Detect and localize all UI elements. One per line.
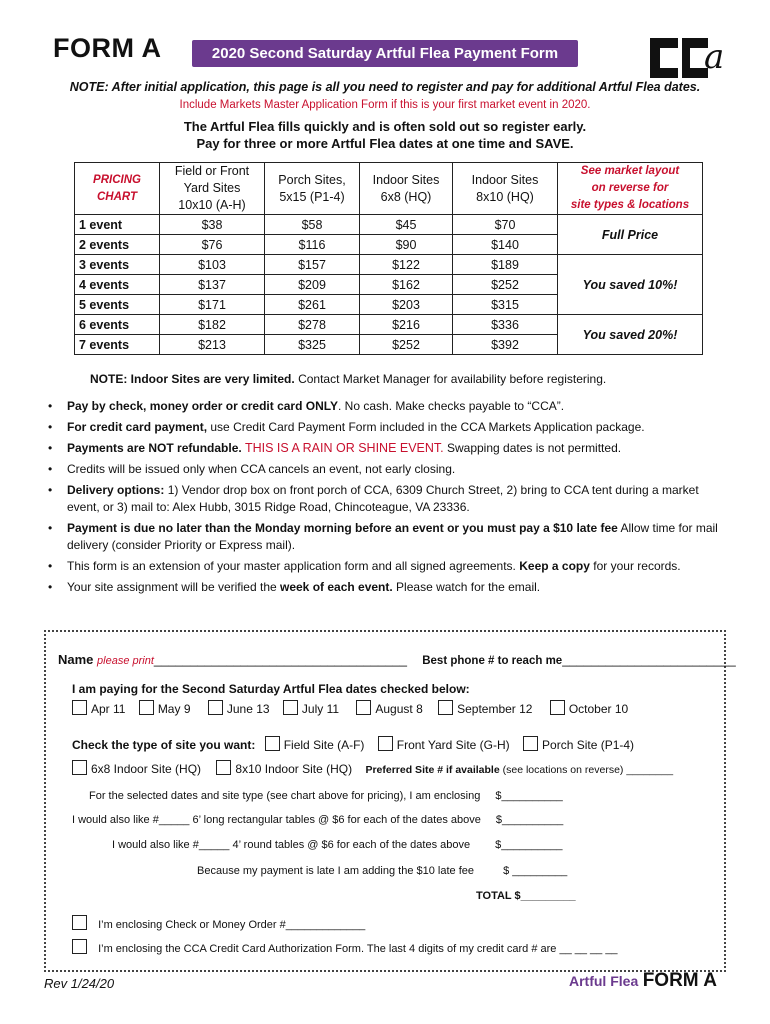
- round-tables-line: I would also like #_____ 4’ round tables @ $6 for each of the dates above $__________: [112, 839, 563, 851]
- checkbox-apr-11[interactable]: [72, 700, 87, 715]
- note-line-2: Pay for three or more Artful Flea dates at one time and SAVE.: [196, 136, 574, 151]
- checkbox-6x8-indoor[interactable]: [72, 760, 87, 775]
- note-line-1: The Artful Flea fills quickly and is often sold out so register early.: [183, 119, 587, 134]
- table-row: 2 events $76 $116 $90 $140: [75, 235, 703, 255]
- note-initial-application: NOTE: After initial application, this page is all you need to register and pay for additional Artful Flea dates.: [69, 80, 701, 94]
- pricing-chart: [74, 162, 703, 355]
- list-item: • Pay by check, money order or credit card ONLY. No cash. Make checks payable to “CCA”.: [48, 398, 728, 415]
- form-title-banner: 2020 Second Saturday Artful Flea Payment Form: [192, 40, 578, 67]
- enclosing-line: For the selected dates and site type (see chart above for pricing), I am enclosing $__________: [89, 790, 563, 802]
- check-option-row: I’m enclosing Check or Money Order #_____________: [72, 915, 365, 931]
- checkbox-september-12[interactable]: [438, 700, 453, 715]
- checkbox-field-site[interactable]: [265, 736, 280, 751]
- saved-10-note: You saved 10%!: [558, 255, 703, 315]
- table-row: 6 events $182 $278 $216 $336 You saved 20%!: [75, 315, 703, 335]
- checkbox-check-money-order[interactable]: [72, 915, 87, 930]
- checkbox-8x10-indoor[interactable]: [216, 760, 231, 775]
- form-label: FORM A: [53, 33, 162, 63]
- rect-tables-amount-field[interactable]: $__________: [495, 814, 564, 826]
- indoor-site-row: 6x8 Indoor Site (HQ) 8x10 Indoor Site (HQ) Preferred Site # if available (see locations on reverse) ________: [72, 760, 673, 776]
- revision-date: Rev 1/24/20: [44, 976, 115, 991]
- phone-field[interactable]: ________________________: [562, 652, 736, 667]
- table-row: 5 events $171 $261 $203 $315: [75, 295, 703, 315]
- site-type-row: Check the type of site you want: Field Site (A-F) Front Yard Site (G-H) Porch Site (P1-4): [72, 738, 635, 752]
- list-item: • For credit card payment, use Credit Card Payment Form included in the CCA Markets Application package.: [48, 419, 728, 436]
- list-item: • Delivery options: 1) Vendor drop box on front porch of CCA, 6309 Church Street, 2) bring to CCA tent during a market event, or 3) mail to: Alex Hubb, 3015 Ridge Road, Chincoteague, VA 23336.: [48, 482, 728, 516]
- footer-form-label: Artful Flea FORM A: [569, 970, 717, 991]
- col-porch: Porch Sites, 5x15 (P1-4): [265, 163, 360, 215]
- svg-text:a: a: [704, 37, 725, 77]
- checkbox-june-13[interactable]: [208, 700, 223, 715]
- round-tables-amount-field[interactable]: $__________: [495, 839, 563, 851]
- rect-tables-line: I would also like #_____ 6’ long rectangular tables @ $6 for each of the dates above $__________: [72, 814, 564, 826]
- enclosing-amount-field[interactable]: $__________: [495, 790, 563, 802]
- late-fee-line: Because my payment is late I am adding the $10 late fee $ _________: [197, 865, 568, 877]
- table-row: 7 events $213 $325 $252 $392: [75, 335, 703, 355]
- saved-20-note: You saved 20%!: [558, 315, 703, 355]
- see-layout-note: See market layout on reverse for site types & locations: [558, 163, 703, 215]
- list-item: • Your site assignment will be verified the week of each event. Please watch for the email.: [48, 579, 728, 596]
- list-item: • Payments are NOT refundable. THIS IS A RAIN OR SHINE EVENT. Swapping dates is not permitted.: [48, 440, 728, 457]
- col-field-front: Field or Front Yard Sites 10x10 (A-H): [160, 163, 265, 215]
- full-price-note: Full Price: [558, 215, 703, 255]
- col-indoor-6x8: Indoor Sites 6x8 (HQ): [360, 163, 453, 215]
- col-indoor-8x10: Indoor Sites 8x10 (HQ): [453, 163, 558, 215]
- list-item: • This form is an extension of your master application form and all signed agreements. Keep a copy for your records.: [48, 558, 728, 575]
- preferred-site-field[interactable]: (see locations on reverse) ________: [499, 764, 674, 776]
- note-master-form: Include Markets Master Application Form if this is your first market event in 2020.: [179, 99, 591, 111]
- checkbox-may-9[interactable]: [139, 700, 154, 715]
- table-row: 1 event $38 $58 $45 $70 Full Price: [75, 215, 703, 235]
- name-row: Name please print___________________________________ Best phone # to reach me________________________: [58, 652, 736, 667]
- dates-row: Apr 11 May 9 June 13 July 11 August 8 September 12 October 10: [72, 700, 628, 716]
- checkbox-credit-card[interactable]: [72, 939, 87, 954]
- checkbox-porch-site[interactable]: [523, 736, 538, 751]
- dates-heading: I am paying for the Second Saturday Artful Flea dates checked below:: [72, 682, 470, 696]
- total-field[interactable]: TOTAL $_________: [476, 890, 576, 902]
- late-fee-amount-field[interactable]: $ _________: [503, 865, 568, 877]
- checkbox-october-10[interactable]: [550, 700, 565, 715]
- checkbox-august-8[interactable]: [356, 700, 371, 715]
- indoor-sites-note: NOTE: Indoor Sites are very limited. Contact Market Manager for availability before registering.: [90, 372, 607, 386]
- cc-option-row: I’m enclosing the CCA Credit Card Authorization Form. The last 4 digits of my credit card # are __ __ __ __: [72, 939, 618, 955]
- table-row: 3 events $103 $157 $122 $189 You saved 10%!: [75, 255, 703, 275]
- pricing-chart-label: PRICING CHART: [75, 163, 160, 215]
- note-register-early: [0, 118, 770, 152]
- table-row: 4 events $137 $209 $162 $252: [75, 275, 703, 295]
- cca-logo: [648, 28, 728, 88]
- checkbox-july-11[interactable]: [283, 700, 298, 715]
- list-item: • Credits will be issued only when CCA cancels an event, not early closing.: [48, 461, 728, 478]
- name-field[interactable]: ___________________________________: [153, 652, 407, 667]
- rules-list: [48, 398, 728, 600]
- checkbox-front-yard-site[interactable]: [378, 736, 393, 751]
- list-item: • Payment is due no later than the Monday morning before an event or you must pay a $10 late fee Allow time for mail delivery (consider Priority or Express mail).: [48, 520, 728, 554]
